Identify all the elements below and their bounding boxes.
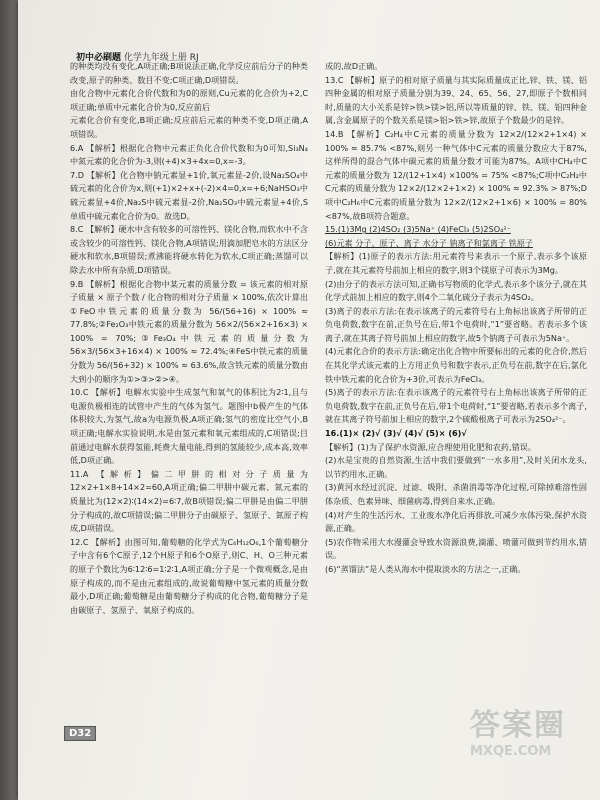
watermark-text: 答案圈 <box>470 708 566 743</box>
answer-15-line-1: 15.(1)3Mg (2)4SO₂ (3)5Na⁺ (4)FeCl₃ (5)2SO₄²⁻ <box>325 224 511 235</box>
watermark <box>470 700 598 792</box>
answer-13: 13.C 【解析】原子的相对原子质量与其实际质量成正比,锌、铁、镁、铝四种金属的相对原子质量分别为39、24、65、56、27,即原子个数相同时,质量的大小关系是锌>铁>镁>铝,所以等质量的锌、铁、镁、铝四种金属,含金属原子的个数关系是镁>铝>铁>锌,故原子个数最少的是锌。 <box>325 74 587 126</box>
answer-10: 10.C 【解析】电解水实验中生成氢气和氧气的体积比为2∶1,且与电源负极相连的试管中产生的气体为氢气。题图中b极产生的气体体积较大,为氢气,故a为电源负极,A项正确;氢气的密度比空气小,B项正确;电解水实验说明,水是由氢元素和氧元素组成的,C项错误;目前通过电解水获得氢能,耗费大量电能,得到的氢能较少,成本高,效率低,D项正确。 <box>70 387 308 466</box>
answer-16-explain-1: 【解析】(1)为了保护水资源,应合理使用化肥和农药,错误。 <box>325 441 536 452</box>
answer-15-explain-3: (3)离子的表示方法:在表示该离子的元素符号右上角标出该离子所带的正负电荷数,数字在前,正负号在后,带1个电荷时,“1”要省略。若表示多个该离子,就在其离子符号前加上相应的数字,故5个钠离子可表示为5Na⁺。 <box>325 305 587 343</box>
header-subject: 化学九年级上册 <box>123 53 187 63</box>
answer-8: 8.C 【解析】硬水中含有较多的可溶性钙、镁化合物,而软水中不含或含较少的可溶性钙、镁化合物,A项错误;用滴加肥皂水的方法区分硬水和软水,B项错误;煮沸能将硬水转化为软水,C项正确;蒸馏可以除去水中所有杂质,D项错误。 <box>70 224 308 275</box>
answer-15-explain-2: (2)由分子的表示方法可知,正确书写物质的化学式,表示多个该分子,就在其化学式前加上相应的数字,则4个二氧化硫分子表示为4SO₂。 <box>325 278 587 303</box>
answer-16-explain-4: (4)对产生的生活污水、工业废水净化后再排放,可减少水体污染,保护水资源,正确。 <box>325 509 587 534</box>
page-number: D32 <box>64 726 96 741</box>
answer-16-explain-6: (6)“蒸馏法”是人类从海水中提取淡水的方法之一,正确。 <box>325 563 526 574</box>
answer-16: 16.(1)× (2)√ (3)√ (4)√ (5)× (6)√ <box>325 428 467 439</box>
left-column <box>70 60 308 617</box>
left-paragraph: 的种类均没有变化,A项正确;B项说法正确,化学反应前后分子的种类改变,原子的种类、数目不变;C项正确,D项错误。 <box>70 61 308 85</box>
left-paragraph: 由化合物中元素化合价代数和为0的原则,Cu元素的化合价为+2,C项正确;单质中元素化合价为0,反应前后 <box>70 88 308 112</box>
answer-15-explain-4: (4)元素化合价的表示方法:确定出化合物中所要标出的元素的化合价,然后在其化学式该元素的上方用正负号和数字表示,正负号在前,数字在后,氯化铁中铁元素的化合价为+3价,可表示为FeCl₃。 <box>325 346 587 384</box>
right-column <box>325 60 587 577</box>
answer-15-explain-1: 【解析】(1)原子的表示方法:用元素符号来表示一个原子,表示多个该原子,就在其元素符号前加上相应的数字,则3个镁原子可表示为3Mg。 <box>325 251 587 275</box>
header-series: 初中必刷题 <box>76 53 122 63</box>
answer-11: 11.A 【解析】偏二甲肼的相对分子质量为12×2+1×8+14×2=60,A项正确;偏二甲肼中碳元素、氮元素的质量比为(12×2)∶(14×2)=6∶7,故B项错误;偏二甲肼是由偏二甲肼分子构成的,故C项错误;偏二甲肼分子由碳原子、氢原子、氮原子构成,D项错误。 <box>70 468 308 534</box>
answer-15-line-2: (6)元素 分子、原子、离子 水分子 钠离子和氯离子 铁原子 <box>325 237 533 248</box>
answer-7: 7.D 【解析】化合物中钠元素显+1价,氧元素显-2价,设Na₂SO₄中硫元素的化合价为x,则(+1)×2+x+(-2)×4=0,x=+6;NaHSO₃中硫元素显+4价,Na₂S中硫元素显-2价,Na₂SO₃中硫元素显+4价,S单质中硫元素化合价为0。故选D。 <box>70 169 308 221</box>
answer-16-explain-2: (2)水是宝贵的自然资源,生活中我们要做到“一水多用”,及时关闭水龙头,以节约用水,正确。 <box>325 455 587 479</box>
watermark-url: MXQE.COM <box>470 744 552 759</box>
left-paragraph: 元素化合价有变化,B项正确;反应前后元素的种类不变,D项正确,A项错误。 <box>70 115 308 139</box>
answer-16-explain-3: (3)黄河水经过沉淀、过滤、吸附、杀菌消毒等净化过程,可除掉难溶性固体杂质、色素异味、细菌病毒,得到自来水,正确。 <box>325 482 587 506</box>
header-edition: RJ <box>189 53 199 63</box>
answer-6: 6.A 【解析】根据化合物中元素正负化合价代数和为0可知,Si₃N₄ 中氮元素的化合价为-3,则(+4)×3+4x=0,x=-3。 <box>70 142 308 167</box>
answer-9: 9.B 【解析】根据化合物中某元素的质量分数 = 该元素的相对原子质量 × 原子个数 / 化合物的相对分子质量 × 100%,依次计算出①FeO中铁元素的质量分数为 56/(56+16) × 100% ≈ 77.8%;②Fe₂O₃中铁元素的质量分数为 56×2/(56×2+16×3) × 100% = 70%;③Fe₃O₄中铁元素的质量分数为 56×3/(56×3+16×4) × 100% ≈ 72.4%;④FeS中铁元素的质量分数为 56/(56+32) × 100% ≈ 63.6%,故含铁元素的质量分数由大到小的顺序为①>③>②>④。 <box>70 278 308 384</box>
right-paragraph: 成的,故D正确。 <box>325 61 383 71</box>
left-background-strip <box>0 0 18 800</box>
answer-16-explain-5: (5)农作物采用大水漫灌会导致水资源浪费,滴灌、喷灌可做到节约用水,错误。 <box>325 536 587 561</box>
answer-14: 14.B 【解析】C₂H₄中C元素的质量分数为 12×2/(12×2+1×4) × 100% ≈ 85.7% <87%,则另一种气体中C元素的质量分数应大于87%,这样所得的混合气体中碳元素的质量分数才可能为87%。A项中CH₄中C元素的质量分数为 12/(12+1×4) ×100% = 75% <87%;C项中C₂H₂中C元素的质量分数为 12×2/(12×2+1×2) × 100% ≈ 92.3% > 87%;D项中C₂H₆中C元素的质量分数为 12×2/(12×2+1×6) × 100% = 80% <87%,故B项符合题意。 <box>325 128 587 221</box>
answer-12: 12.C 【解析】由图可知,葡萄糖的化学式为C₆H₁₂O₆,1个葡萄糖分子中含有6个C原子,12个H原子和6个O原子,则C、H、O三种元素的原子个数比为6∶12∶6=1∶2∶1,A项正确;分子是一个微观概念,是由原子构成的,而不是由元素组成的,故说葡萄糖中氢元素的质量分数最小,D项正确;葡萄糖是由葡萄糖分子构成的化合物,葡萄糖分子是由碳原子、氢原子、氧原子构成的。 <box>70 536 308 615</box>
answer-15-explain-5: (5)离子的表示方法:在表示该离子的元素符号右上角标出该离子所带的正负电荷数,数字在前,正负号在后,带1个电荷时,“1”要省略,若表示多个离子,就在其离子符号前加上相应的数字,2个硫酸根离子可表示为2SO₄²⁻。 <box>325 387 587 425</box>
